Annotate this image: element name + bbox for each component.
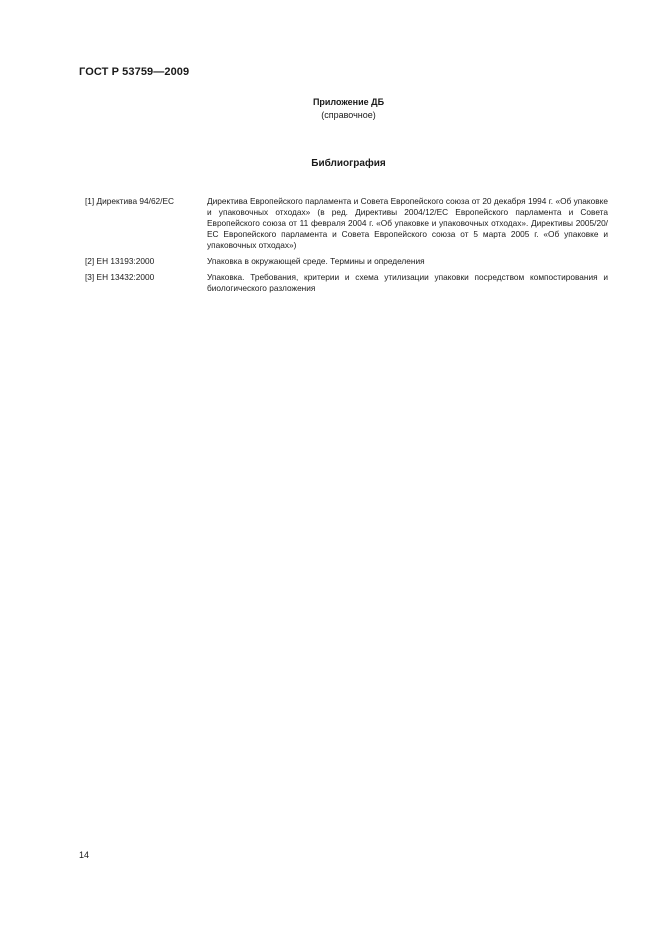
appendix-heading (0, 96, 661, 122)
bibliography-entry (85, 272, 608, 294)
bibliography-entry (85, 256, 608, 267)
bibliography-ref: [3] ЕН 13432:2000 (85, 272, 155, 282)
bibliography-description: Упаковка в окружающей среде. Термины и определения (207, 256, 425, 266)
standard-code-header: ГОСТ Р 53759—2009 (79, 66, 190, 78)
bibliography-title: Библиография (311, 158, 386, 169)
appendix-title: Приложение ДБ (312, 97, 385, 107)
bibliography-entry (85, 196, 608, 251)
bibliography-ref: [2] ЕН 13193:2000 (85, 256, 155, 266)
bibliography-description: Упаковка. Требования, критерии и схема утилизации упаковки посредством компостирования и биологического разложения (207, 272, 608, 293)
bibliography-list (85, 196, 608, 299)
bibliography-ref: [1] Директива 94/62/ЕС (85, 196, 174, 206)
appendix-subtitle: (справочное) (321, 110, 376, 120)
bibliography-description: Директива Европейского парламента и Совета Европейского союза от 20 декабря 1994 г. «Об упаковке и упаковочных отходах» (в ред. Директивы 2004/12/ЕС Европейского парламента и Совета Европейского союза от 11 февраля 2004 г. «Об упаковке и упаковочных отходах». Директивы 2005/20/ЕС Европейского парламента и Совета Европейского союза от 5 марта 2005 г. «Об упаковке и упаковочных отходах») (207, 196, 608, 250)
page-number: 14 (79, 850, 90, 860)
